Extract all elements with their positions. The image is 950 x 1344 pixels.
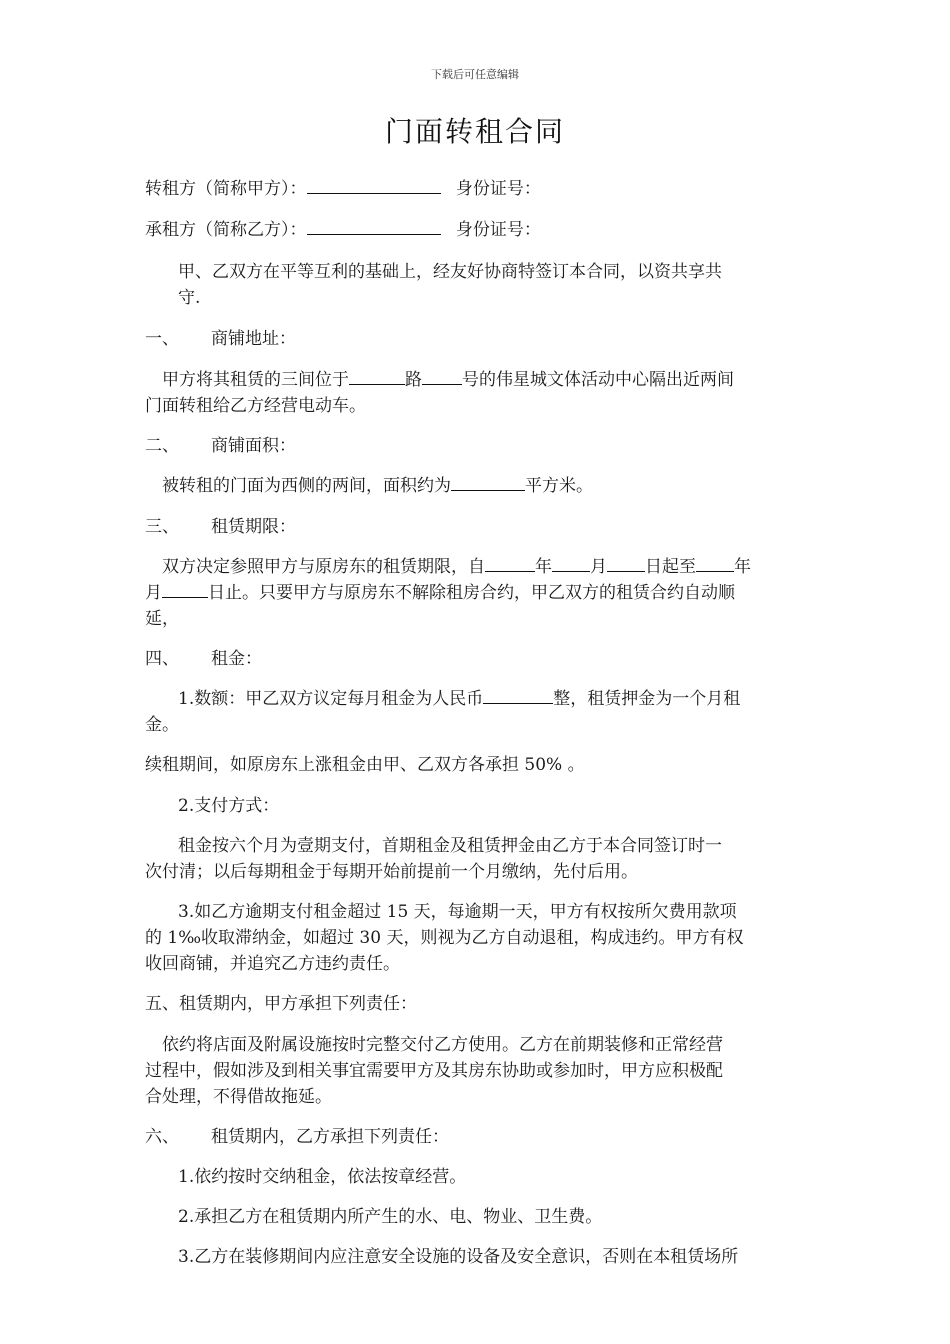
section-3-number: 三、 bbox=[145, 517, 179, 537]
party-a-id-label: 身份证号： bbox=[455, 179, 541, 199]
section-5-para-line-3: 合处理，不得借故拖延。 bbox=[145, 1087, 332, 1107]
party-a-name-blank bbox=[307, 175, 441, 194]
text-fragment: 1.数额：甲乙双方议定每月租金为人民币 bbox=[178, 689, 484, 709]
section-6-item-1: 1.依约按时交纳租金，依法按章经营。 bbox=[178, 1167, 467, 1187]
section-1-number: 一、 bbox=[145, 329, 179, 349]
start-year-blank bbox=[485, 553, 535, 572]
section-2-number: 二、 bbox=[145, 436, 179, 456]
end-year-blank bbox=[696, 553, 734, 572]
section-3-para-line-2 bbox=[145, 579, 810, 607]
number-blank bbox=[422, 366, 462, 385]
text-fragment: 月 bbox=[590, 557, 607, 577]
contract-title: 门面转租合同 bbox=[384, 115, 565, 148]
text-fragment: 平方米。 bbox=[525, 476, 593, 496]
road-blank bbox=[349, 366, 405, 385]
party-b-label: 承租方（简称乙方）： bbox=[145, 220, 307, 240]
text-fragment: 日止。只要甲方与原房东不解除租房合约，甲乙双方的租赁合约自动顺 bbox=[208, 583, 735, 603]
text-fragment: 被转租的门面为西侧的两间，面积约为 bbox=[162, 476, 451, 496]
section-4-para-3-line-2: 次付清；以后每期租金于每期开始前提前一个月缴纳，先付后用。 bbox=[145, 862, 638, 882]
section-5-para-line-2: 过程中，假如涉及到相关事宜需要甲方及其房东协助或参加时，甲方应积极配 bbox=[145, 1061, 723, 1081]
section-6-heading bbox=[145, 1123, 810, 1151]
party-b-name-blank bbox=[307, 216, 441, 235]
intro-line-1: 甲、乙双方在平等互利的基础上，经友好协商特签订本合同，以资共享共 bbox=[178, 262, 722, 282]
party-a-line bbox=[145, 175, 810, 203]
text-fragment: 年 bbox=[734, 557, 751, 577]
text-fragment: 年 bbox=[535, 557, 552, 577]
end-day-blank bbox=[162, 579, 208, 598]
area-blank bbox=[451, 472, 525, 491]
text-fragment: 月 bbox=[145, 583, 162, 603]
section-3-title: 租赁期限： bbox=[211, 517, 296, 537]
section-4-para-1-line-2: 金。 bbox=[145, 715, 179, 735]
text-fragment: 路 bbox=[405, 370, 422, 390]
section-2-title: 商铺面积： bbox=[211, 436, 296, 456]
rent-amount-blank bbox=[483, 685, 553, 704]
section-4-para-4-line-1: 3.如乙方逾期支付租金超过 15 天，每逾期一天，甲方有权按所欠费用款项 bbox=[178, 902, 737, 922]
section-5-heading: 五、租赁期内，甲方承担下列责任： bbox=[145, 994, 417, 1014]
section-4-para-2: 续租期间，如原房东上涨租金由甲、乙双方各承担 50% 。 bbox=[145, 755, 585, 775]
section-1-para-line-1 bbox=[162, 366, 827, 394]
section-4-number: 四、 bbox=[145, 649, 179, 669]
section-2-heading bbox=[145, 432, 810, 460]
section-3-para-line-1 bbox=[162, 553, 827, 581]
section-5-para-line-1: 依约将店面及附属设施按时完整交付乙方使用。乙方在前期装修和正常经营 bbox=[162, 1035, 723, 1055]
section-6-title: 租赁期内，乙方承担下列责任： bbox=[211, 1127, 449, 1147]
text-fragment: 整，租赁押金为一个月租 bbox=[553, 689, 741, 709]
section-4-para-4-line-2: 的 1‰收取滞纳金，如超过 30 天，则视为乙方自动退租，构成违约。甲方有权 bbox=[145, 928, 744, 948]
section-2-para-line-1 bbox=[162, 472, 827, 500]
start-day-blank bbox=[607, 553, 645, 572]
section-4-title: 租金： bbox=[211, 649, 262, 669]
section-1-para-line-2: 门面转租给乙方经营电动车。 bbox=[145, 396, 366, 416]
text-fragment: 日起至 bbox=[645, 557, 696, 577]
section-1-title: 商铺地址： bbox=[211, 329, 296, 349]
section-4-para-3-line-1: 租金按六个月为壹期支付，首期租金及租赁押金由乙方于本合同签订时一 bbox=[178, 836, 722, 856]
party-b-line bbox=[145, 216, 810, 244]
party-b-id-label: 身份证号： bbox=[455, 220, 541, 240]
text-fragment: 号的伟星城文体活动中心隔出近两间 bbox=[462, 370, 734, 390]
start-month-blank bbox=[552, 553, 590, 572]
section-4-sub-heading-payment: 2.支付方式： bbox=[178, 796, 280, 816]
section-4-para-1-line-1 bbox=[178, 685, 843, 713]
section-6-item-3: 3.乙方在装修期间内应注意安全设施的设备及安全意识，否则在本租赁场所 bbox=[178, 1247, 739, 1267]
section-4-heading bbox=[145, 645, 810, 673]
text-fragment: 甲方将其租赁的三间位于 bbox=[162, 370, 349, 390]
section-3-heading bbox=[145, 513, 810, 541]
section-6-number: 六、 bbox=[145, 1127, 179, 1147]
section-3-para-line-3: 延， bbox=[145, 609, 179, 629]
section-4-para-4-line-3: 收回商铺，并追究乙方违约责任。 bbox=[145, 954, 400, 974]
section-6-item-2: 2.承担乙方在租赁期内所产生的水、电、物业、卫生费。 bbox=[178, 1207, 603, 1227]
party-a-label: 转租方（简称甲方）： bbox=[145, 179, 307, 199]
text-fragment: 双方决定参照甲方与原房东的租赁期限，自 bbox=[162, 557, 485, 577]
header-note: 下载后可任意编辑 bbox=[431, 68, 519, 81]
section-1-heading bbox=[145, 325, 810, 353]
intro-line-2: 守. bbox=[178, 288, 201, 308]
